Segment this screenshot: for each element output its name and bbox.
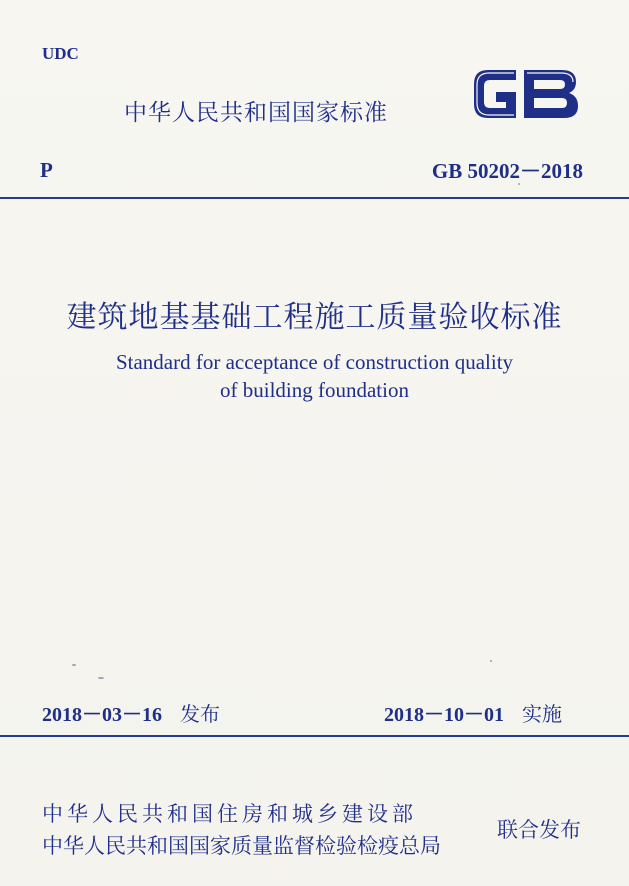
issuer-line1: 中华人民共和国住房和城乡建设部 — [42, 802, 417, 826]
paper-speck — [72, 664, 76, 666]
bottom-divider — [0, 735, 629, 737]
paper-speck — [98, 677, 104, 679]
effective-date-block — [384, 698, 562, 727]
udc-label: UDC — [42, 44, 79, 63]
gb-logo-icon — [468, 64, 582, 124]
category-code: P — [40, 158, 53, 182]
issuer-line2: 中华人民共和国国家质量监督检验检疫总局 — [42, 834, 441, 858]
joint-release-label: 联合发布 — [497, 818, 581, 842]
issue-date: 2018－03－16 — [42, 704, 162, 726]
standard-number: GB 50202－2018 — [431, 159, 583, 183]
issue-action: 发布 — [180, 702, 220, 726]
title-chinese: 建筑地基基础工程施工质量验收标准 — [66, 300, 563, 335]
top-divider — [0, 197, 629, 199]
paper-speck — [490, 660, 492, 662]
effective-date: 2018－10－01 — [384, 704, 504, 726]
standard-type: 中华人民共和国国家标准 — [124, 100, 388, 126]
title-english-line2: of building foundation — [220, 378, 409, 402]
paper-speck — [518, 183, 520, 185]
effective-action: 实施 — [522, 702, 562, 726]
issue-date-block — [42, 698, 220, 727]
title-english-line1: Standard for acceptance of construction quality — [115, 350, 514, 374]
